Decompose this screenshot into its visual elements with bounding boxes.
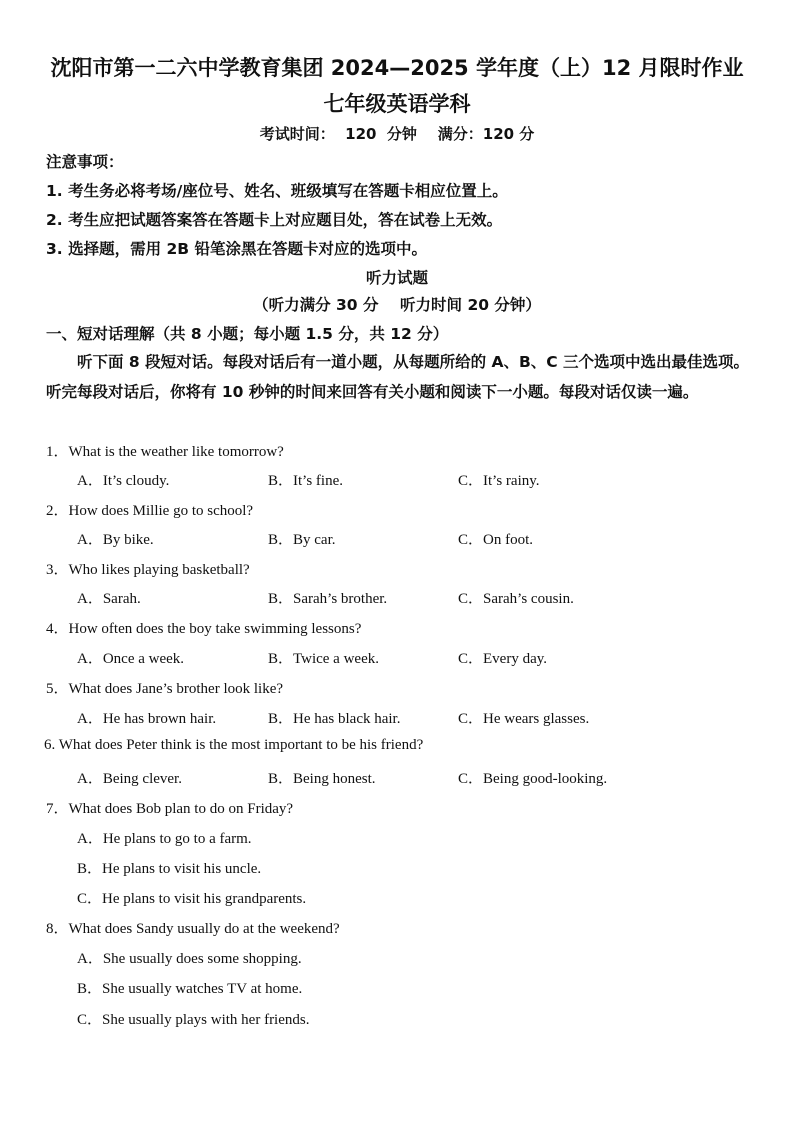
option-a: A．It’s cloudy. bbox=[77, 473, 170, 489]
note-item: 2. 考生应把试题答案答在答题卡上对应题目处，答在试卷上无效。 bbox=[46, 211, 503, 229]
question-8: 8．What does Sandy usually do at the weekend? bbox=[46, 921, 340, 937]
option-a: A．He has brown hair. bbox=[77, 711, 217, 727]
option-a: A．By bike. bbox=[77, 532, 154, 548]
option-a: A．She usually does some shopping. bbox=[77, 951, 302, 967]
option-a: A．Sarah. bbox=[77, 591, 141, 607]
option-c: C．Every day. bbox=[458, 651, 548, 667]
option-b: B．Being honest. bbox=[268, 771, 376, 787]
option-c: C．She usually plays with her friends. bbox=[77, 1012, 310, 1028]
listening-title: 听力试题 bbox=[365, 269, 428, 287]
question-7: 7．What does Bob plan to do on Friday? bbox=[46, 801, 294, 817]
option-c: C．He wears glasses. bbox=[458, 711, 590, 727]
exam-time-score: 考试时间： 120 分钟 满分：120 分 bbox=[259, 125, 535, 143]
listening-subtitle: （听力满分 30 分 听力时间 20 分钟） bbox=[253, 296, 541, 314]
question-4: 4．How often does the boy take swimming lessons? bbox=[46, 621, 362, 637]
option-c: C．On foot. bbox=[458, 532, 534, 548]
option-b: B．By car. bbox=[268, 532, 336, 548]
option-b: B．It’s fine. bbox=[268, 473, 343, 489]
option-c: C．Being good-looking. bbox=[458, 771, 608, 787]
option-c: C．Sarah’s cousin. bbox=[458, 591, 574, 607]
note-item: 1. 考生务必将考场/座位号、姓名、班级填写在答题卡相应位置上。 bbox=[46, 182, 508, 200]
option-b: B．She usually watches TV at home. bbox=[77, 981, 303, 997]
notes-heading: 注意事项： bbox=[46, 153, 124, 171]
option-a: A．Being clever. bbox=[77, 771, 182, 787]
question-6: 6. What does Peter think is the most important to be his friend? bbox=[44, 737, 424, 753]
section-instructions: 听下面 8 段短对话。每段对话后有一道小题，从每题所给的 A、B、C 三个选项中选出最佳选项。听完每段对话后，你将有 10 秒钟的时间来回答有关小题和阅读下一小题。每段对话仅读一遍。 bbox=[46, 353, 750, 401]
question-2: 2．How does Millie go to school? bbox=[46, 503, 254, 519]
option-a: A．Once a week. bbox=[77, 651, 185, 667]
option-c: C．It’s rainy. bbox=[458, 473, 540, 489]
question-5: 5．What does Jane’s brother look like? bbox=[46, 681, 284, 697]
option-b: B．Sarah’s brother. bbox=[268, 591, 388, 607]
option-b: B．He has black hair. bbox=[268, 711, 401, 727]
exam-subject: 七年级英语学科 bbox=[323, 92, 471, 116]
section-heading: 一、短对话理解（共 8 小题；每小题 1.5 分，共 12 分） bbox=[46, 325, 449, 343]
question-3: 3．Who likes playing basketball? bbox=[46, 562, 250, 578]
note-item: 3. 选择题，需用 2B 铅笔涂黑在答题卡对应的选项中。 bbox=[46, 240, 427, 258]
option-b: B．He plans to visit his uncle. bbox=[77, 861, 262, 877]
option-a: A．He plans to go to a farm. bbox=[77, 831, 252, 847]
question-1: 1．What is the weather like tomorrow? bbox=[46, 444, 284, 460]
exam-title: 沈阳市第一二六中学教育集团 2024—2025 学年度（上）12 月限时作业 bbox=[50, 56, 744, 80]
option-b: B．Twice a week. bbox=[268, 651, 379, 667]
option-c: C．He plans to visit his grandparents. bbox=[77, 891, 307, 907]
